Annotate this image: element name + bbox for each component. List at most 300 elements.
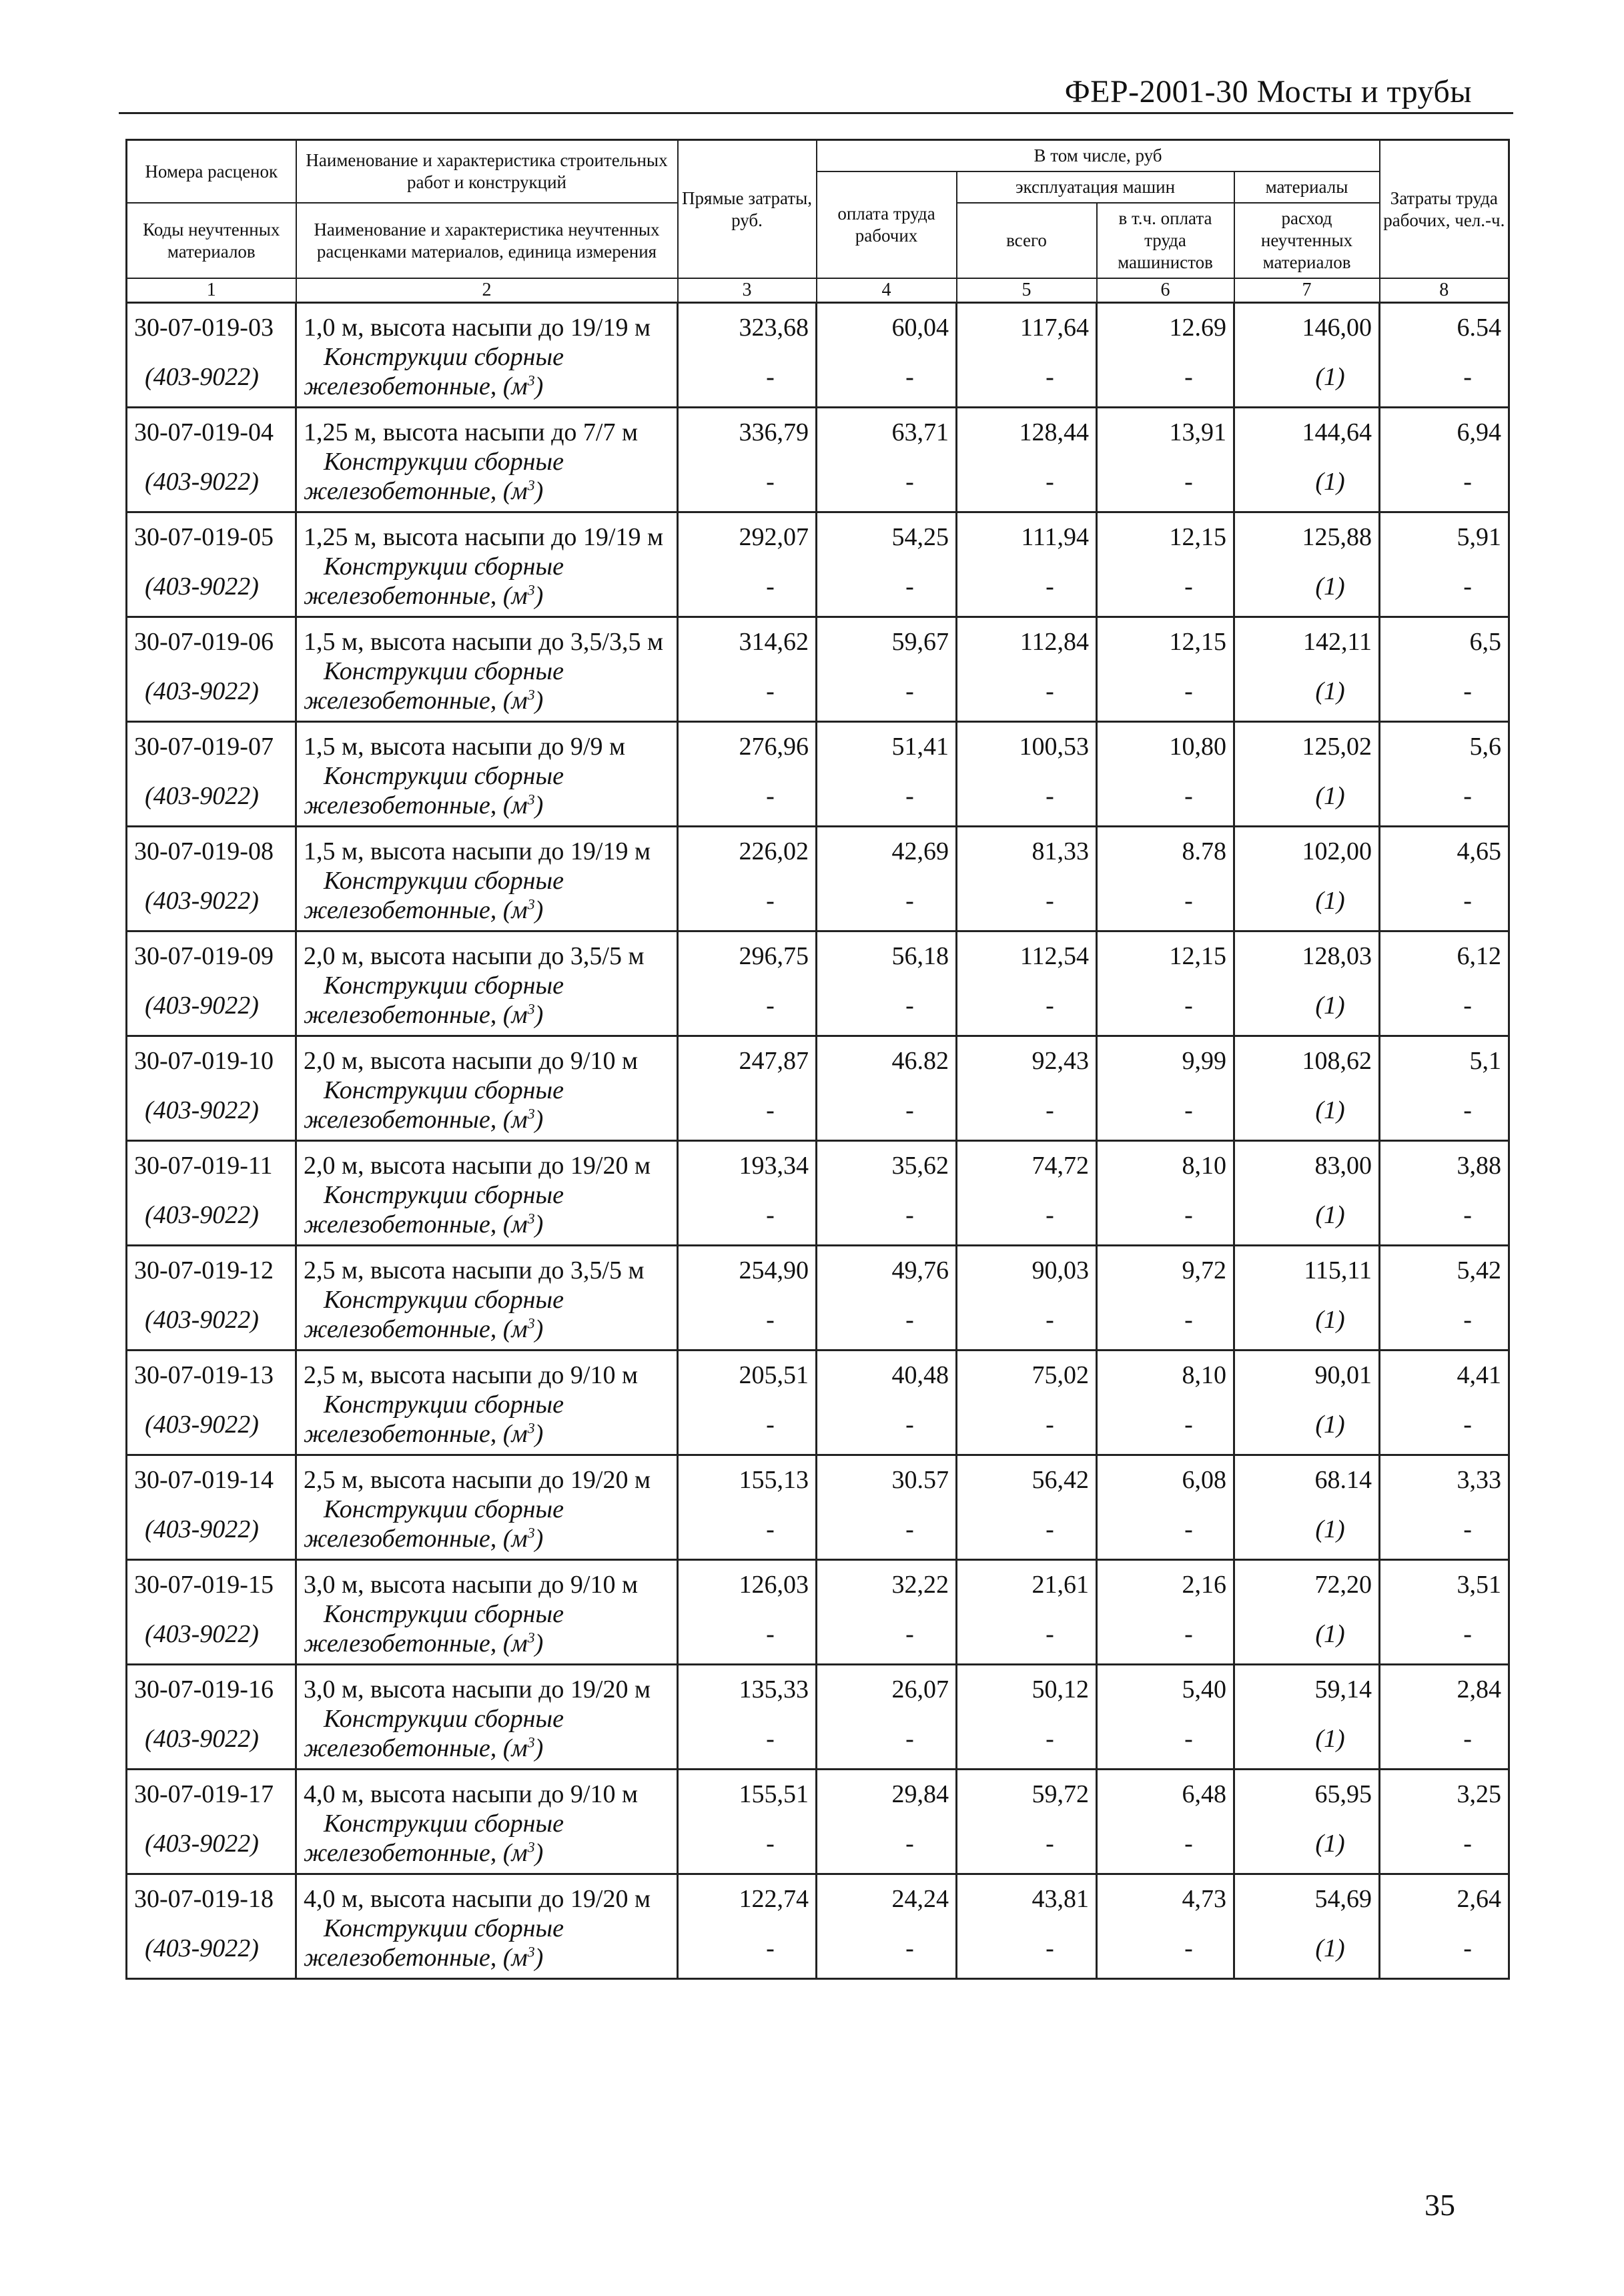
name-cell <box>296 303 678 408</box>
material-name-line1: Конструкции сборные <box>324 657 564 685</box>
material-unit-text: железобетонные, (м <box>304 582 528 610</box>
value-cell-operator <box>1097 1770 1234 1874</box>
material-name <box>304 1285 670 1344</box>
table-row <box>127 512 1509 617</box>
value-machine: 128,44 <box>1019 418 1089 446</box>
material-code: (403-9022) <box>145 992 259 1020</box>
dash: - <box>905 1934 914 1962</box>
unit-close-paren: ) <box>534 791 544 819</box>
value-cell-pay <box>817 408 957 512</box>
material-name-line1: Конструкции сборные <box>324 762 564 790</box>
material-unit-text: железобетонные, (м <box>304 896 528 924</box>
value-cell-operator <box>1097 1141 1234 1246</box>
value-operator: 8,10 <box>1182 1152 1226 1180</box>
rate-code-cell <box>127 1141 296 1246</box>
value-materials: 59,14 <box>1314 1675 1372 1703</box>
value-direct: 126,03 <box>739 1571 809 1599</box>
material-unit-text: железобетонные, (м <box>304 1420 528 1448</box>
material-quantity: (1) <box>1315 992 1345 1020</box>
value-pay: 54,25 <box>891 523 949 551</box>
material-quantity: (1) <box>1315 677 1345 705</box>
value-cell-operator <box>1097 1351 1234 1455</box>
value-cell-materials <box>1234 617 1380 722</box>
value-direct: 155,51 <box>739 1780 809 1808</box>
value-cell-direct <box>678 408 817 512</box>
value-cell-machine <box>957 1455 1097 1560</box>
value-cell-pay <box>817 1036 957 1141</box>
rate-code: 30-07-019-11 <box>134 1152 273 1180</box>
material-name-line2 <box>304 1001 543 1029</box>
material-name <box>304 1390 670 1449</box>
dash: - <box>1184 677 1193 705</box>
table-row <box>127 303 1509 408</box>
value-cell-pay <box>817 1770 957 1874</box>
dash: - <box>1463 1096 1472 1124</box>
dash: - <box>766 1515 775 1543</box>
dash: - <box>1463 992 1472 1020</box>
unit-close-paren: ) <box>534 1734 544 1762</box>
value-cell-materials <box>1234 1665 1380 1770</box>
dash: - <box>766 1725 775 1753</box>
value-cell-pay <box>817 303 957 408</box>
unit-superscript: 3 <box>527 686 535 703</box>
value-cell-pay <box>817 617 957 722</box>
value-cell-labor <box>1380 512 1509 617</box>
value-direct: 155,13 <box>739 1466 809 1494</box>
work-name: 2,0 м, высота насыпи до 9/10 м <box>304 1047 639 1075</box>
value-materials: 144,64 <box>1302 418 1372 446</box>
value-pay: 24,24 <box>891 1885 949 1913</box>
material-name-line2 <box>304 372 543 400</box>
dash: - <box>1184 1934 1193 1962</box>
unit-close-paren: ) <box>534 1315 544 1343</box>
material-name-line1: Конструкции сборные <box>324 1600 564 1628</box>
table-row <box>127 1665 1509 1770</box>
unit-close-paren: ) <box>534 1210 544 1238</box>
material-unit-text: железобетонные, (м <box>304 477 528 505</box>
value-labor: 3,33 <box>1457 1466 1502 1494</box>
material-unit-text: железобетонные, (м <box>304 1944 528 1972</box>
value-cell-direct <box>678 1665 817 1770</box>
material-name <box>304 447 670 506</box>
value-cell-labor <box>1380 1351 1509 1455</box>
material-name-line1: Конструкции сборные <box>324 552 564 581</box>
rate-code: 30-07-019-07 <box>134 733 274 761</box>
value-direct: 247,87 <box>739 1047 809 1075</box>
value-cell-direct <box>678 1246 817 1351</box>
material-unit-text: железобетонные, (м <box>304 1001 528 1029</box>
work-name: 3,0 м, высота насыпи до 9/10 м <box>304 1571 639 1599</box>
value-materials: 128,03 <box>1302 942 1372 970</box>
unit-close-paren: ) <box>534 896 544 924</box>
value-cell-pay <box>817 931 957 1036</box>
value-direct: 205,51 <box>739 1361 809 1389</box>
material-name-line2 <box>304 1525 543 1553</box>
header-machine-total: всего <box>957 203 1097 278</box>
material-code: (403-9022) <box>145 363 259 391</box>
rate-code: 30-07-019-12 <box>134 1256 274 1284</box>
value-labor: 5,1 <box>1469 1047 1502 1075</box>
dash: - <box>905 1515 914 1543</box>
value-machine: 59,72 <box>1032 1780 1089 1808</box>
rate-code: 30-07-019-05 <box>134 523 274 551</box>
material-name <box>304 1076 670 1134</box>
value-cell-direct <box>678 1874 817 1979</box>
value-materials: 72,20 <box>1314 1571 1372 1599</box>
dash: - <box>766 1306 775 1334</box>
value-direct: 254,90 <box>739 1256 809 1284</box>
dash: - <box>766 677 775 705</box>
material-name-line1: Конструкции сборные <box>324 1391 564 1419</box>
rate-code: 30-07-019-08 <box>134 837 274 865</box>
value-materials: 142,11 <box>1302 628 1372 656</box>
header-machine-operation: эксплуатация машин <box>957 171 1234 203</box>
dash: - <box>1046 1620 1054 1648</box>
dash: - <box>1184 1096 1193 1124</box>
value-cell-machine <box>957 1874 1097 1979</box>
table-row <box>127 1141 1509 1246</box>
material-code: (403-9022) <box>145 677 259 705</box>
dash: - <box>1463 1934 1472 1962</box>
material-quantity: (1) <box>1315 1830 1345 1858</box>
value-cell-operator <box>1097 722 1234 827</box>
value-cell-pay <box>817 1560 957 1665</box>
dash: - <box>1046 1411 1054 1439</box>
name-cell <box>296 512 678 617</box>
unit-superscript: 3 <box>527 1629 535 1646</box>
material-name-line2 <box>304 1839 543 1867</box>
dash: - <box>1184 468 1193 496</box>
value-operator: 10,80 <box>1169 733 1226 761</box>
header-unaccounted-materials: расход неучтенных материалов <box>1234 203 1380 278</box>
value-cell-operator <box>1097 512 1234 617</box>
rate-code: 30-07-019-16 <box>134 1675 274 1703</box>
value-operator: 8,10 <box>1182 1361 1226 1389</box>
unit-superscript: 3 <box>527 1838 535 1856</box>
unit-close-paren: ) <box>534 1629 544 1657</box>
header-direct-costs: Прямые затраты, руб. <box>678 140 817 279</box>
value-cell-machine <box>957 512 1097 617</box>
material-name-line2 <box>304 1315 543 1343</box>
material-quantity: (1) <box>1315 1306 1345 1334</box>
unit-superscript: 3 <box>527 895 535 913</box>
unit-close-paren: ) <box>534 372 544 400</box>
unit-close-paren: ) <box>534 687 544 715</box>
dash: - <box>766 1411 775 1439</box>
work-name: 2,0 м, высота насыпи до 3,5/5 м <box>304 942 645 970</box>
material-name <box>304 1704 670 1763</box>
work-name: 1,5 м, высота насыпи до 9/9 м <box>304 733 626 761</box>
name-cell <box>296 1036 678 1141</box>
value-machine: 74,72 <box>1032 1152 1089 1180</box>
material-quantity: (1) <box>1315 782 1345 810</box>
rate-code: 30-07-019-15 <box>134 1571 274 1599</box>
name-cell <box>296 1351 678 1455</box>
value-cell-direct <box>678 1351 817 1455</box>
name-cell <box>296 1560 678 1665</box>
col-number: 4 <box>817 278 957 303</box>
value-materials: 68.14 <box>1314 1466 1372 1494</box>
material-name-line2 <box>304 477 543 505</box>
table-row <box>127 931 1509 1036</box>
value-direct: 336,79 <box>739 418 809 446</box>
material-code: (403-9022) <box>145 1725 259 1753</box>
rates-table <box>125 139 1510 1980</box>
unit-superscript: 3 <box>527 1105 535 1122</box>
rate-code: 30-07-019-13 <box>134 1361 274 1389</box>
value-materials: 125,02 <box>1302 733 1372 761</box>
dash: - <box>766 887 775 915</box>
value-cell-pay <box>817 1455 957 1560</box>
dash: - <box>1046 468 1054 496</box>
material-unit-text: железобетонные, (м <box>304 1839 528 1867</box>
dash: - <box>1184 1725 1193 1753</box>
dash: - <box>1463 1201 1472 1229</box>
value-machine: 100,53 <box>1019 733 1089 761</box>
name-cell <box>296 1246 678 1351</box>
material-code: (403-9022) <box>145 887 259 915</box>
rate-code-cell <box>127 512 296 617</box>
unit-close-paren: ) <box>534 1944 544 1972</box>
value-cell-machine <box>957 827 1097 931</box>
header-name-works: Наименование и характеристика строительных работ и конструкций <box>296 140 678 204</box>
material-code: (403-9022) <box>145 1934 259 1962</box>
value-cell-machine <box>957 1141 1097 1246</box>
material-code: (403-9022) <box>145 782 259 810</box>
rate-code: 30-07-019-04 <box>134 418 274 446</box>
value-labor: 6,94 <box>1457 418 1502 446</box>
value-cell-direct <box>678 931 817 1036</box>
rate-code-cell <box>127 1874 296 1979</box>
value-cell-direct <box>678 617 817 722</box>
value-cell-direct <box>678 512 817 617</box>
dash: - <box>1184 887 1193 915</box>
value-cell-operator <box>1097 408 1234 512</box>
col-number: 6 <box>1097 278 1234 303</box>
dash: - <box>905 1201 914 1229</box>
work-name: 2,5 м, высота насыпи до 19/20 м <box>304 1466 651 1494</box>
work-name: 1,5 м, высота насыпи до 19/19 м <box>304 837 651 865</box>
page-header-title: ФЕР-2001-30 Мосты и трубы <box>1064 74 1472 109</box>
col-number: 1 <box>127 278 296 303</box>
value-cell-direct <box>678 1141 817 1246</box>
dash: - <box>1046 1306 1054 1334</box>
dash: - <box>1184 363 1193 391</box>
value-cell-labor <box>1380 1560 1509 1665</box>
value-cell-pay <box>817 1246 957 1351</box>
material-name <box>304 342 670 401</box>
value-cell-materials <box>1234 408 1380 512</box>
value-operator: 12,15 <box>1169 628 1226 656</box>
value-cell-direct <box>678 722 817 827</box>
rate-code-cell <box>127 1351 296 1455</box>
value-pay: 46.82 <box>891 1047 949 1075</box>
value-cell-materials <box>1234 827 1380 931</box>
rate-code-cell <box>127 1665 296 1770</box>
material-name-line2 <box>304 687 543 715</box>
header-worker-pay: оплата труда рабочих <box>817 171 957 278</box>
material-quantity: (1) <box>1315 1725 1345 1753</box>
value-cell-labor <box>1380 408 1509 512</box>
material-name-line2 <box>304 1210 543 1238</box>
value-cell-direct <box>678 1770 817 1874</box>
unit-superscript: 3 <box>527 581 535 599</box>
work-name: 4,0 м, высота насыпи до 19/20 м <box>304 1885 651 1913</box>
dash: - <box>1463 782 1472 810</box>
material-name-line1: Конструкции сборные <box>324 1495 564 1523</box>
dash: - <box>905 677 914 705</box>
value-labor: 6,12 <box>1457 942 1502 970</box>
rate-code-cell <box>127 303 296 408</box>
value-cell-operator <box>1097 827 1234 931</box>
material-name <box>304 1914 670 1972</box>
col-number: 8 <box>1380 278 1509 303</box>
value-pay: 49,76 <box>891 1256 949 1284</box>
value-operator: 5,40 <box>1182 1675 1226 1703</box>
value-cell-materials <box>1234 512 1380 617</box>
dash: - <box>1463 677 1472 705</box>
unit-close-paren: ) <box>534 1420 544 1448</box>
value-cell-pay <box>817 1665 957 1770</box>
value-pay: 51,41 <box>891 733 949 761</box>
material-unit-text: железобетонные, (м <box>304 687 528 715</box>
value-operator: 13,91 <box>1169 418 1226 446</box>
value-pay: 42,69 <box>891 837 949 865</box>
name-cell <box>296 1455 678 1560</box>
material-quantity: (1) <box>1315 1096 1345 1124</box>
dash: - <box>1463 1411 1472 1439</box>
material-name-line1: Конструкции сборные <box>324 1810 564 1838</box>
value-cell-pay <box>817 827 957 931</box>
work-name: 2,0 м, высота насыпи до 19/20 м <box>304 1152 651 1180</box>
rate-code-cell <box>127 408 296 512</box>
col-number: 7 <box>1234 278 1380 303</box>
dash: - <box>1184 1830 1193 1858</box>
dash: - <box>1463 572 1472 601</box>
value-cell-materials <box>1234 1351 1380 1455</box>
value-machine: 75,02 <box>1032 1361 1089 1389</box>
rate-code-cell <box>127 827 296 931</box>
value-machine: 21,61 <box>1032 1571 1089 1599</box>
value-pay: 32,22 <box>891 1571 949 1599</box>
material-name-line1: Конструкции сборные <box>324 1076 564 1104</box>
dash: - <box>1463 1306 1472 1334</box>
dash: - <box>766 782 775 810</box>
value-cell-materials <box>1234 931 1380 1036</box>
table-row <box>127 408 1509 512</box>
dash: - <box>905 1620 914 1648</box>
value-cell-operator <box>1097 303 1234 408</box>
value-materials: 54,69 <box>1314 1885 1372 1913</box>
col-number: 5 <box>957 278 1097 303</box>
material-name <box>304 1809 670 1868</box>
value-cell-operator <box>1097 931 1234 1036</box>
work-name: 2,5 м, высота насыпи до 9/10 м <box>304 1361 639 1389</box>
value-cell-materials <box>1234 1455 1380 1560</box>
name-cell <box>296 1665 678 1770</box>
dash: - <box>1184 782 1193 810</box>
name-cell <box>296 408 678 512</box>
dash: - <box>766 572 775 601</box>
value-labor: 4,41 <box>1457 1361 1502 1389</box>
unit-superscript: 3 <box>527 1000 535 1018</box>
value-pay: 63,71 <box>891 418 949 446</box>
value-pay: 40,48 <box>891 1361 949 1389</box>
value-cell-machine <box>957 617 1097 722</box>
value-cell-labor <box>1380 303 1509 408</box>
dash: - <box>1046 363 1054 391</box>
value-labor: 3,25 <box>1457 1780 1502 1808</box>
material-code: (403-9022) <box>145 572 259 601</box>
dash: - <box>766 468 775 496</box>
material-name <box>304 971 670 1030</box>
value-cell-labor <box>1380 931 1509 1036</box>
dash: - <box>1463 468 1472 496</box>
value-machine: 112,54 <box>1020 942 1089 970</box>
material-unit-text: железобетонные, (м <box>304 1210 528 1238</box>
dash: - <box>1184 1411 1193 1439</box>
dash: - <box>1046 887 1054 915</box>
col-number: 3 <box>678 278 817 303</box>
material-unit-text: железобетонные, (м <box>304 1106 528 1134</box>
material-name-line1: Конструкции сборные <box>324 1286 564 1314</box>
value-machine: 43,81 <box>1032 1885 1089 1913</box>
value-machine: 117,64 <box>1020 314 1089 342</box>
value-direct: 226,02 <box>739 837 809 865</box>
value-cell-machine <box>957 1036 1097 1141</box>
material-unit-text: железобетонные, (м <box>304 1315 528 1343</box>
dash: - <box>905 1306 914 1334</box>
page-number: 35 <box>1425 2188 1455 2222</box>
value-operator: 4,73 <box>1182 1885 1226 1913</box>
value-labor: 4,65 <box>1457 837 1502 865</box>
material-name-line1: Конструкции сборные <box>324 972 564 1000</box>
material-name <box>304 1180 670 1239</box>
dash: - <box>905 782 914 810</box>
dash: - <box>766 1096 775 1124</box>
rate-code-cell <box>127 617 296 722</box>
value-pay: 60,04 <box>891 314 949 342</box>
material-unit-text: железобетонные, (м <box>304 1629 528 1657</box>
value-cell-direct <box>678 303 817 408</box>
material-name-line2 <box>304 582 543 610</box>
value-materials: 102,00 <box>1302 837 1372 865</box>
value-operator: 6,48 <box>1182 1780 1226 1808</box>
material-unit-text: железобетонные, (м <box>304 1525 528 1553</box>
material-name <box>304 1495 670 1553</box>
dash: - <box>905 1830 914 1858</box>
dash: - <box>766 363 775 391</box>
value-cell-machine <box>957 408 1097 512</box>
value-pay: 30.57 <box>891 1466 949 1494</box>
name-cell <box>296 1770 678 1874</box>
material-name-line2 <box>304 1944 543 1972</box>
dash: - <box>905 887 914 915</box>
value-materials: 146,00 <box>1302 314 1372 342</box>
value-machine: 81,33 <box>1032 837 1089 865</box>
dash: - <box>1046 1934 1054 1962</box>
value-cell-machine <box>957 1770 1097 1874</box>
header-name-materials: Наименование и характеристика неучтенных расценками материалов, единица измерения <box>296 203 678 278</box>
material-code: (403-9022) <box>145 468 259 496</box>
value-cell-pay <box>817 1351 957 1455</box>
material-name-line2 <box>304 1629 543 1657</box>
table-row <box>127 1560 1509 1665</box>
material-name-line1: Конструкции сборные <box>324 1914 564 1942</box>
value-pay: 56,18 <box>891 942 949 970</box>
unit-close-paren: ) <box>534 1001 544 1029</box>
unit-superscript: 3 <box>527 791 535 808</box>
